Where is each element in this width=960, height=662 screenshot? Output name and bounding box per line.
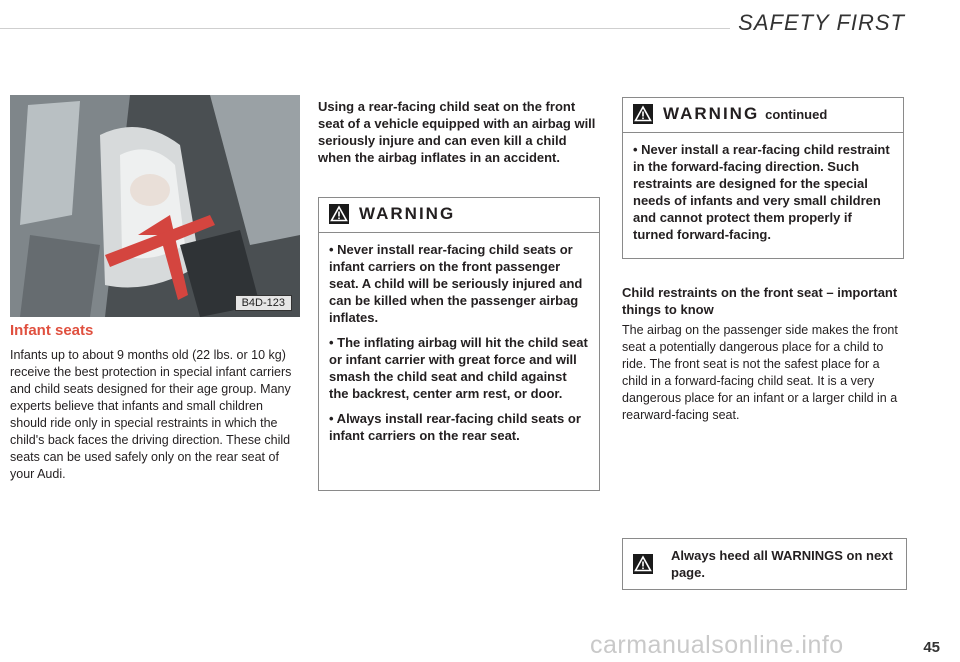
- warning-item: • Never install rear-facing child seats or infant carriers on the front passenger seat. A child will be seriously injured and can be killed when the passenger airbag inflates.: [329, 242, 583, 325]
- front-seat-body: The airbag on the passenger side makes the front seat a potentially dangerous place for a child to ride. The front seat is not the safest place for a child in a forward-facing child seat. It is a very dangerous place for an infant or a larger child in a rearward-facing seat.: [622, 323, 898, 422]
- warning-continued-box: [622, 97, 904, 259]
- warning-label: WARNING: [359, 204, 456, 223]
- warning-item: • Always install rear-facing child seats or infant carriers on the rear seat.: [329, 411, 581, 443]
- infant-seat-illustration: [10, 95, 300, 317]
- warning-header: [319, 198, 599, 233]
- warning-label: WARNING: [663, 104, 760, 123]
- page-number: 45: [923, 639, 940, 656]
- warning-box: [318, 197, 600, 491]
- photo-code-label: B4D-123: [235, 295, 292, 311]
- warning-triangle-icon: [633, 104, 653, 124]
- warning-triangle-icon: [329, 204, 349, 224]
- warning-item: • Never install a rear-facing child restraint in the forward-facing direction. Such restraints are designed for the special needs of infants and very small children and cannot protect them properly if turned forward-facing.: [633, 142, 890, 242]
- rear-facing-lead-warning: Using a rear-facing child seat on the front seat of a vehicle equipped with an airbag will seriously injure and can even kill a child when the airbag inflates in an accident.: [318, 99, 596, 165]
- warning-triangle-icon: [633, 554, 653, 574]
- warning-continued-label: continued: [765, 106, 828, 122]
- warning-body: [319, 233, 599, 460]
- warning-body: [623, 133, 903, 259]
- infant-seats-body: Infants up to about 9 months old (22 lbs. or 10 kg) receive the best protection in special infant carriers and child seats designed for their age group. Many experts believe that infants and small children should ride only in special restraints in which the child's back faces the driving direction. These child seats can be used safely only on the rear seat of your Audi.: [10, 348, 292, 481]
- infant-seat-photo: [10, 95, 300, 317]
- warning-item: • The inflating airbag will hit the child seat or infant carrier with great force and will smash the child seat and child against the backrest, center arm rest, or door.: [329, 335, 588, 401]
- warning-header: [623, 98, 903, 133]
- infant-seats-heading: Infant seats: [10, 322, 94, 339]
- watermark: carmanualsonline.info: [590, 631, 844, 659]
- front-seat-heading: Child restraints on the front seat – important things to know: [622, 285, 898, 317]
- next-page-warning-text: Always heed all WARNINGS on next page.: [671, 548, 893, 580]
- next-page-warning-box: [622, 538, 907, 590]
- page-header-title: SAFETY FIRST: [738, 10, 905, 35]
- header-rule: [0, 28, 730, 29]
